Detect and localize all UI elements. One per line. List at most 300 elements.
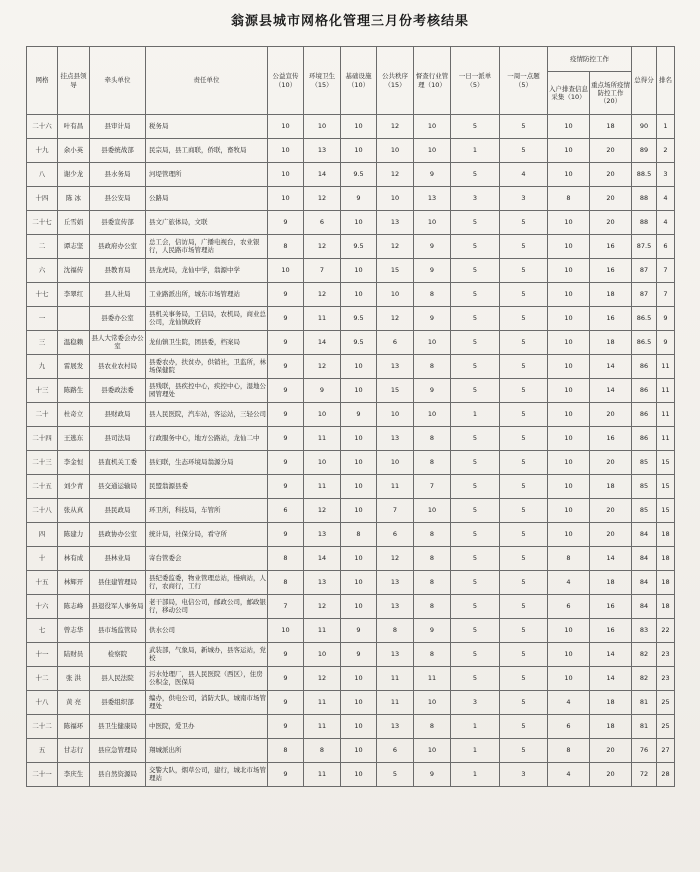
cell-public-order: 15 (377, 379, 414, 403)
cell-sanitation: 14 (304, 163, 341, 187)
table-row (27, 283, 675, 307)
cell-sanitation: 12 (304, 595, 341, 619)
cell-key-venues: 20 (590, 523, 632, 547)
cell-weekly-topic: 5 (500, 595, 548, 619)
cell-household-survey: 6 (548, 715, 590, 739)
cell-key-venues: 16 (590, 259, 632, 283)
cell-grid: 十三 (27, 379, 58, 403)
cell-rank: 9 (657, 331, 675, 355)
cell-supervision: 8 (414, 523, 451, 547)
cell-responsible-unit: 民宗局，县工商联，侨联，畜牧局 (146, 139, 268, 163)
cell-leader: 张 洪 (58, 667, 90, 691)
cell-total: 90 (632, 115, 657, 139)
cell-weekly-topic: 5 (500, 427, 548, 451)
cell-rank: 18 (657, 571, 675, 595)
cell-key-venues: 14 (590, 547, 632, 571)
cell-household-survey: 10 (548, 451, 590, 475)
cell-publicity: 9 (268, 283, 304, 307)
cell-rank: 7 (657, 259, 675, 283)
cell-sanitation: 12 (304, 187, 341, 211)
cell-infrastructure: 10 (341, 739, 377, 763)
cell-total: 86 (632, 355, 657, 379)
table-row (27, 451, 675, 475)
cell-daily-dispatch: 5 (451, 331, 500, 355)
cell-rank: 15 (657, 475, 675, 499)
cell-lead-unit: 县交通运输局 (90, 475, 146, 499)
cell-supervision: 9 (414, 379, 451, 403)
cell-leader: 甘志行 (58, 739, 90, 763)
cell-responsible-unit: 县龙虎局，龙仙中学，翁源中学 (146, 259, 268, 283)
cell-supervision: 8 (414, 547, 451, 571)
cell-infrastructure: 10 (341, 427, 377, 451)
cell-daily-dispatch: 5 (451, 451, 500, 475)
cell-weekly-topic: 5 (500, 715, 548, 739)
cell-sanitation: 12 (304, 355, 341, 379)
table-row (27, 427, 675, 451)
cell-household-survey: 10 (548, 403, 590, 427)
cell-supervision: 10 (414, 139, 451, 163)
table-row (27, 739, 675, 763)
cell-total: 85 (632, 451, 657, 475)
header-supervision: 督查行业管理（10） (414, 47, 451, 115)
cell-grid: 六 (27, 259, 58, 283)
cell-grid: 十九 (27, 139, 58, 163)
cell-lead-unit: 县退役军人事务局 (90, 595, 146, 619)
cell-daily-dispatch: 5 (451, 211, 500, 235)
cell-supervision: 8 (414, 595, 451, 619)
cell-supervision: 11 (414, 667, 451, 691)
cell-public-order: 6 (377, 523, 414, 547)
header-lead-unit: 牵头单位 (90, 47, 146, 115)
cell-daily-dispatch: 1 (451, 139, 500, 163)
cell-grid: 二十 (27, 403, 58, 427)
cell-household-survey: 10 (548, 523, 590, 547)
cell-sanitation: 13 (304, 523, 341, 547)
table-row (27, 523, 675, 547)
cell-publicity: 9 (268, 403, 304, 427)
cell-supervision: 9 (414, 259, 451, 283)
table-row (27, 475, 675, 499)
cell-total: 86 (632, 379, 657, 403)
cell-infrastructure: 9 (341, 403, 377, 427)
table-row (27, 355, 675, 379)
table-body (27, 115, 675, 787)
cell-weekly-topic: 3 (500, 763, 548, 787)
cell-responsible-unit: 税务局 (146, 115, 268, 139)
cell-lead-unit: 县林业局 (90, 547, 146, 571)
cell-total: 82 (632, 643, 657, 667)
cell-household-survey: 10 (548, 259, 590, 283)
cell-total: 76 (632, 739, 657, 763)
cell-publicity: 6 (268, 499, 304, 523)
cell-public-order: 11 (377, 691, 414, 715)
header-weekly-topic: 一周一点题（5） (500, 47, 548, 115)
cell-public-order: 11 (377, 475, 414, 499)
cell-leader: 张从真 (58, 499, 90, 523)
cell-infrastructure: 10 (341, 547, 377, 571)
cell-leader: 陈 冰 (58, 187, 90, 211)
cell-grid: 二十二 (27, 715, 58, 739)
cell-rank: 18 (657, 523, 675, 547)
cell-lead-unit: 县公安局 (90, 187, 146, 211)
cell-key-venues: 20 (590, 739, 632, 763)
cell-household-survey: 10 (548, 355, 590, 379)
table-row (27, 331, 675, 355)
cell-infrastructure: 9.5 (341, 235, 377, 259)
cell-daily-dispatch: 5 (451, 427, 500, 451)
header-leader: 挂点县领导 (58, 47, 90, 115)
cell-weekly-topic: 5 (500, 139, 548, 163)
cell-infrastructure: 9.5 (341, 163, 377, 187)
cell-leader: 李金恒 (58, 451, 90, 475)
cell-household-survey: 4 (548, 571, 590, 595)
cell-supervision: 13 (414, 187, 451, 211)
cell-daily-dispatch: 1 (451, 403, 500, 427)
cell-daily-dispatch: 3 (451, 187, 500, 211)
cell-rank: 11 (657, 403, 675, 427)
cell-sanitation: 12 (304, 283, 341, 307)
cell-key-venues: 14 (590, 667, 632, 691)
cell-grid: 九 (27, 355, 58, 379)
cell-leader: 黄 亮 (58, 691, 90, 715)
cell-daily-dispatch: 1 (451, 763, 500, 787)
cell-publicity: 10 (268, 139, 304, 163)
cell-total: 86.5 (632, 331, 657, 355)
cell-weekly-topic: 5 (500, 235, 548, 259)
cell-infrastructure: 10 (341, 499, 377, 523)
cell-responsible-unit: 龙仙镇卫生院，团县委，档案局 (146, 331, 268, 355)
cell-lead-unit: 县财政局 (90, 403, 146, 427)
cell-total: 81 (632, 715, 657, 739)
cell-weekly-topic: 5 (500, 571, 548, 595)
cell-lead-unit: 县政协办公室 (90, 523, 146, 547)
cell-daily-dispatch: 5 (451, 595, 500, 619)
table-row (27, 547, 675, 571)
cell-key-venues: 16 (590, 235, 632, 259)
cell-key-venues: 20 (590, 211, 632, 235)
cell-public-order: 12 (377, 115, 414, 139)
cell-infrastructure: 10 (341, 259, 377, 283)
cell-supervision: 10 (414, 115, 451, 139)
cell-sanitation: 14 (304, 547, 341, 571)
cell-total: 81 (632, 691, 657, 715)
cell-household-survey: 10 (548, 643, 590, 667)
cell-rank: 11 (657, 379, 675, 403)
cell-key-venues: 18 (590, 475, 632, 499)
cell-responsible-unit: 县残联，县疾控中心，疾控中心，湿地公园管理处 (146, 379, 268, 403)
cell-infrastructure: 10 (341, 691, 377, 715)
cell-lead-unit: 县卫生健康局 (90, 715, 146, 739)
cell-responsible-unit: 县人民医院，汽车站，客运站，三轻公司 (146, 403, 268, 427)
cell-daily-dispatch: 5 (451, 115, 500, 139)
cell-weekly-topic: 5 (500, 547, 548, 571)
cell-grid: 十一 (27, 643, 58, 667)
table-row (27, 211, 675, 235)
header-rank: 排名 (657, 47, 675, 115)
cell-public-order: 10 (377, 187, 414, 211)
cell-rank: 23 (657, 643, 675, 667)
cell-leader: 曾志华 (58, 619, 90, 643)
cell-responsible-unit: 供水公司 (146, 619, 268, 643)
cell-household-survey: 10 (548, 139, 590, 163)
cell-leader: 陆财员 (58, 643, 90, 667)
cell-responsible-unit: 总工会，信访局，广播电视台，农业银行，人民路市场管理站 (146, 235, 268, 259)
cell-rank: 22 (657, 619, 675, 643)
cell-leader: 丘雪娟 (58, 211, 90, 235)
cell-publicity: 9 (268, 451, 304, 475)
cell-supervision: 8 (414, 451, 451, 475)
cell-lead-unit: 县委组织部 (90, 691, 146, 715)
cell-publicity: 9 (268, 691, 304, 715)
cell-grid: 十五 (27, 571, 58, 595)
cell-key-venues: 20 (590, 763, 632, 787)
cell-public-order: 15 (377, 259, 414, 283)
cell-supervision: 10 (414, 331, 451, 355)
cell-grid: 二 (27, 235, 58, 259)
cell-key-venues: 16 (590, 595, 632, 619)
cell-publicity: 9 (268, 475, 304, 499)
cell-public-order: 12 (377, 307, 414, 331)
cell-lead-unit: 县直机关工委 (90, 451, 146, 475)
cell-sanitation: 12 (304, 667, 341, 691)
cell-responsible-unit: 河堤管理所 (146, 163, 268, 187)
table-row (27, 187, 675, 211)
cell-leader: 刘少青 (58, 475, 90, 499)
cell-daily-dispatch: 5 (451, 259, 500, 283)
cell-household-survey: 10 (548, 427, 590, 451)
cell-sanitation: 14 (304, 331, 341, 355)
cell-weekly-topic: 5 (500, 451, 548, 475)
cell-lead-unit: 检察院 (90, 643, 146, 667)
cell-infrastructure: 9 (341, 619, 377, 643)
cell-leader: 陈建力 (58, 523, 90, 547)
cell-daily-dispatch: 5 (451, 283, 500, 307)
cell-grid: 二十八 (27, 499, 58, 523)
cell-lead-unit: 县政府办公室 (90, 235, 146, 259)
cell-weekly-topic: 5 (500, 739, 548, 763)
cell-daily-dispatch: 5 (451, 523, 500, 547)
cell-sanitation: 11 (304, 715, 341, 739)
cell-publicity: 10 (268, 187, 304, 211)
cell-publicity: 9 (268, 211, 304, 235)
cell-sanitation: 12 (304, 499, 341, 523)
cell-responsible-unit: 县文广旅体局，文联 (146, 211, 268, 235)
cell-lead-unit: 县教育局 (90, 259, 146, 283)
cell-total: 85 (632, 499, 657, 523)
cell-lead-unit: 县农业农村局 (90, 355, 146, 379)
cell-supervision: 10 (414, 739, 451, 763)
cell-publicity: 9 (268, 643, 304, 667)
cell-rank: 25 (657, 691, 675, 715)
cell-infrastructure: 10 (341, 355, 377, 379)
cell-public-order: 5 (377, 763, 414, 787)
cell-lead-unit: 县市场监管局 (90, 619, 146, 643)
cell-infrastructure: 10 (341, 667, 377, 691)
cell-daily-dispatch: 5 (451, 643, 500, 667)
cell-public-order: 10 (377, 451, 414, 475)
cell-grid: 一 (27, 307, 58, 331)
cell-supervision: 9 (414, 163, 451, 187)
cell-total: 84 (632, 595, 657, 619)
cell-key-venues: 14 (590, 355, 632, 379)
cell-household-survey: 10 (548, 475, 590, 499)
cell-household-survey: 10 (548, 619, 590, 643)
cell-household-survey: 10 (548, 379, 590, 403)
cell-publicity: 9 (268, 331, 304, 355)
cell-grid: 五 (27, 739, 58, 763)
cell-public-order: 13 (377, 595, 414, 619)
cell-responsible-unit: 武装部，气象局，新城办，县客运站，党校 (146, 643, 268, 667)
cell-publicity: 9 (268, 715, 304, 739)
table-row (27, 691, 675, 715)
cell-total: 89 (632, 139, 657, 163)
cell-lead-unit: 县自然资源局 (90, 763, 146, 787)
cell-sanitation: 11 (304, 427, 341, 451)
header-epidemic-group: 疫情防控工作 (548, 47, 632, 72)
cell-total: 72 (632, 763, 657, 787)
cell-rank: 3 (657, 163, 675, 187)
cell-supervision: 9 (414, 763, 451, 787)
cell-grid: 四 (27, 523, 58, 547)
cell-grid: 二十五 (27, 475, 58, 499)
cell-daily-dispatch: 5 (451, 235, 500, 259)
cell-sanitation: 10 (304, 115, 341, 139)
cell-key-venues: 16 (590, 307, 632, 331)
cell-key-venues: 20 (590, 139, 632, 163)
cell-grid: 三 (27, 331, 58, 355)
cell-sanitation: 10 (304, 403, 341, 427)
cell-sanitation: 11 (304, 619, 341, 643)
cell-sanitation: 11 (304, 475, 341, 499)
cell-sanitation: 6 (304, 211, 341, 235)
cell-sanitation: 9 (304, 379, 341, 403)
header-grid: 网格 (27, 47, 58, 115)
cell-publicity: 9 (268, 379, 304, 403)
table-row (27, 379, 675, 403)
cell-grid: 七 (27, 619, 58, 643)
cell-infrastructure: 10 (341, 763, 377, 787)
cell-sanitation: 7 (304, 259, 341, 283)
cell-infrastructure: 10 (341, 715, 377, 739)
cell-sanitation: 11 (304, 763, 341, 787)
cell-household-survey: 10 (548, 235, 590, 259)
cell-publicity: 8 (268, 547, 304, 571)
cell-rank: 15 (657, 451, 675, 475)
table-row (27, 595, 675, 619)
cell-daily-dispatch: 5 (451, 307, 500, 331)
cell-key-venues: 18 (590, 715, 632, 739)
cell-public-order: 6 (377, 331, 414, 355)
cell-public-order: 6 (377, 739, 414, 763)
cell-lead-unit: 县司法局 (90, 427, 146, 451)
cell-weekly-topic: 5 (500, 691, 548, 715)
cell-publicity: 10 (268, 163, 304, 187)
header-infrastructure: 基础设施（10） (341, 47, 377, 115)
cell-household-survey: 10 (548, 667, 590, 691)
cell-key-venues: 18 (590, 115, 632, 139)
cell-leader: 沈福传 (58, 259, 90, 283)
cell-public-order: 12 (377, 547, 414, 571)
cell-household-survey: 10 (548, 499, 590, 523)
cell-public-order: 13 (377, 427, 414, 451)
cell-daily-dispatch: 5 (451, 571, 500, 595)
cell-household-survey: 10 (548, 163, 590, 187)
cell-public-order: 13 (377, 715, 414, 739)
cell-lead-unit: 县人社局 (90, 283, 146, 307)
cell-rank: 11 (657, 427, 675, 451)
cell-daily-dispatch: 5 (451, 163, 500, 187)
cell-supervision: 7 (414, 475, 451, 499)
cell-rank: 11 (657, 355, 675, 379)
cell-responsible-unit: 环卫所，科技局，车管所 (146, 499, 268, 523)
cell-publicity: 10 (268, 619, 304, 643)
cell-lead-unit: 县人民法院 (90, 667, 146, 691)
cell-grid: 二十七 (27, 211, 58, 235)
cell-grid: 二十一 (27, 763, 58, 787)
table-row (27, 259, 675, 283)
cell-household-survey: 10 (548, 331, 590, 355)
table-row (27, 235, 675, 259)
cell-household-survey: 4 (548, 691, 590, 715)
cell-leader: 谢少龙 (58, 163, 90, 187)
table-row (27, 403, 675, 427)
cell-key-venues: 18 (590, 331, 632, 355)
cell-rank: 28 (657, 763, 675, 787)
cell-daily-dispatch: 5 (451, 499, 500, 523)
cell-household-survey: 6 (548, 595, 590, 619)
cell-weekly-topic: 5 (500, 475, 548, 499)
cell-responsible-unit: 老干部局，电信公司，邮政公司，邮政银行，移动公司 (146, 595, 268, 619)
cell-daily-dispatch: 5 (451, 355, 500, 379)
header-public-order: 公共秩序（15） (377, 47, 414, 115)
cell-weekly-topic: 5 (500, 115, 548, 139)
table-row (27, 307, 675, 331)
cell-key-venues: 14 (590, 379, 632, 403)
cell-public-order: 10 (377, 139, 414, 163)
cell-publicity: 8 (268, 235, 304, 259)
cell-weekly-topic: 5 (500, 283, 548, 307)
cell-total: 84 (632, 523, 657, 547)
cell-public-order: 13 (377, 571, 414, 595)
cell-daily-dispatch: 1 (451, 715, 500, 739)
cell-leader: 陈路生 (58, 379, 90, 403)
cell-rank: 25 (657, 715, 675, 739)
cell-total: 86 (632, 427, 657, 451)
cell-daily-dispatch: 5 (451, 619, 500, 643)
cell-responsible-unit: 寄台管委会 (146, 547, 268, 571)
cell-lead-unit: 县委政法委 (90, 379, 146, 403)
table-row (27, 715, 675, 739)
cell-grid: 二十四 (27, 427, 58, 451)
cell-total: 87.5 (632, 235, 657, 259)
cell-daily-dispatch: 5 (451, 547, 500, 571)
cell-total: 88.5 (632, 163, 657, 187)
cell-supervision: 10 (414, 211, 451, 235)
cell-infrastructure: 10 (341, 475, 377, 499)
cell-rank: 1 (657, 115, 675, 139)
cell-total: 86 (632, 403, 657, 427)
cell-key-venues: 20 (590, 451, 632, 475)
cell-responsible-unit: 编办，供电公司，消防大队，城南市场管理处 (146, 691, 268, 715)
cell-publicity: 7 (268, 595, 304, 619)
cell-publicity: 8 (268, 571, 304, 595)
cell-grid: 十四 (27, 187, 58, 211)
cell-responsible-unit: 公路局 (146, 187, 268, 211)
cell-daily-dispatch: 1 (451, 739, 500, 763)
cell-public-order: 13 (377, 355, 414, 379)
cell-responsible-unit: 中医院，爱卫办 (146, 715, 268, 739)
cell-rank: 27 (657, 739, 675, 763)
